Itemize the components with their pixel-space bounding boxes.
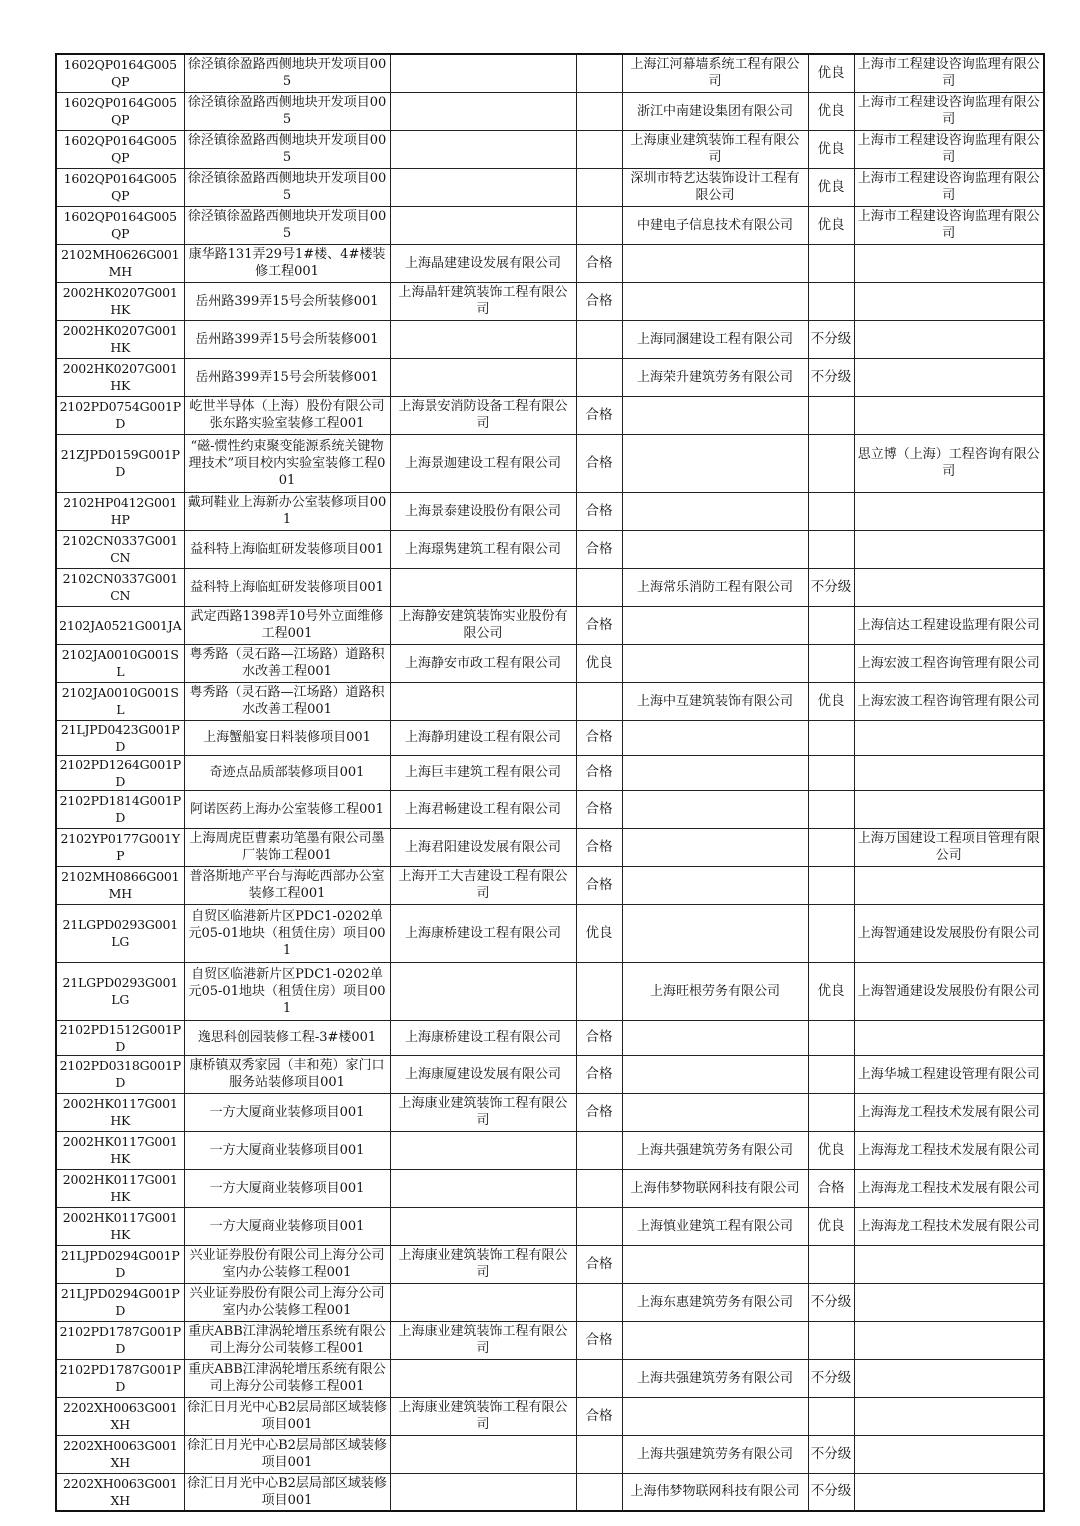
- cell-contractor-grade: [576, 1473, 622, 1511]
- cell-contractor-grade: 合格: [576, 1020, 622, 1055]
- cell-project-name: 康桥镇双秀家园（丰和苑）家门口服务站装修项目001: [184, 1055, 390, 1093]
- cell-project-name: 岳州路399弄15号会所装修001: [184, 358, 390, 396]
- cell-project-code: 2002HK0117G001HK: [56, 1131, 184, 1169]
- table-row: [56, 904, 1044, 962]
- cell-general-contractor: [390, 682, 576, 720]
- cell-supervisor: 上海市工程建设咨询监理有限公司: [854, 54, 1044, 92]
- cell-general-contractor: 上海静玥建设工程有限公司: [390, 720, 576, 755]
- cell-project-name: 重庆ABB江津涡轮增压系统有限公司上海分公司装修工程001: [184, 1359, 390, 1397]
- cell-contractor-grade: 合格: [576, 434, 622, 492]
- cell-general-contractor: [390, 962, 576, 1020]
- cell-project-code: 2002HK0207G001HK: [56, 282, 184, 320]
- cell-project-name: 自贸区临港新片区PDC1-0202单元05-01地块（租赁住房）项目001: [184, 904, 390, 962]
- cell-general-contractor: 上海璟隽建筑工程有限公司: [390, 530, 576, 568]
- cell-subcontractor: [622, 720, 808, 755]
- cell-general-contractor: 上海康业建筑装饰工程有限公司: [390, 1321, 576, 1359]
- cell-contractor-grade: 合格: [576, 244, 622, 282]
- cell-project-code: 21ZJPD0159G001PD: [56, 434, 184, 492]
- cell-supervisor: [854, 568, 1044, 606]
- cell-project-code: 2102CN0337G001CN: [56, 530, 184, 568]
- cell-project-code: 2102HP0412G001HP: [56, 492, 184, 530]
- table-row: [56, 1020, 1044, 1055]
- cell-contractor-grade: 合格: [576, 720, 622, 755]
- cell-contractor-grade: [576, 130, 622, 168]
- cell-project-name: 徐汇日月光中心B2层局部区域装修项目001: [184, 1435, 390, 1473]
- cell-supervisor: 上海海龙工程技术发展有限公司: [854, 1207, 1044, 1245]
- cell-general-contractor: 上海晶轩建筑装饰工程有限公司: [390, 282, 576, 320]
- cell-supervisor: [854, 1359, 1044, 1397]
- cell-subcontractor: 上海旺根劳务有限公司: [622, 962, 808, 1020]
- cell-subcontractor: 上海江河幕墙系统工程有限公司: [622, 54, 808, 92]
- cell-supervisor: [854, 1283, 1044, 1321]
- cell-subcontractor-grade: [808, 790, 854, 828]
- cell-project-name: 一方大厦商业装修项目001: [184, 1131, 390, 1169]
- cell-subcontractor: 上海荣升建筑劳务有限公司: [622, 358, 808, 396]
- cell-subcontractor-grade: 优良: [808, 54, 854, 92]
- cell-project-name: 益科特上海临虹研发装修项目001: [184, 568, 390, 606]
- cell-project-code: 21LGPD0293G001LG: [56, 962, 184, 1020]
- cell-supervisor: [854, 1020, 1044, 1055]
- cell-subcontractor: 上海共强建筑劳务有限公司: [622, 1359, 808, 1397]
- cell-subcontractor: [622, 434, 808, 492]
- cell-subcontractor: [622, 1321, 808, 1359]
- cell-general-contractor: 上海君畅建设工程有限公司: [390, 790, 576, 828]
- cell-contractor-grade: 合格: [576, 530, 622, 568]
- table-body: [56, 54, 1044, 1511]
- cell-general-contractor: [390, 1473, 576, 1511]
- table-row: [56, 1397, 1044, 1435]
- cell-supervisor: 上海宏波工程咨询管理有限公司: [854, 682, 1044, 720]
- cell-subcontractor: [622, 1020, 808, 1055]
- cell-subcontractor: 上海伟梦物联网科技有限公司: [622, 1169, 808, 1207]
- cell-supervisor: [854, 720, 1044, 755]
- table-row: [56, 1321, 1044, 1359]
- cell-supervisor: [854, 396, 1044, 434]
- cell-contractor-grade: 合格: [576, 790, 622, 828]
- cell-subcontractor-grade: 优良: [808, 1131, 854, 1169]
- cell-general-contractor: 上海康业建筑装饰工程有限公司: [390, 1397, 576, 1435]
- cell-supervisor: [854, 320, 1044, 358]
- cell-project-name: 益科特上海临虹研发装修项目001: [184, 530, 390, 568]
- cell-subcontractor-grade: [808, 904, 854, 962]
- cell-project-code: 2102JA0010G001SL: [56, 682, 184, 720]
- cell-project-name: 屹世半导体（上海）股份有限公司张东路实验室装修工程001: [184, 396, 390, 434]
- cell-subcontractor-grade: [808, 434, 854, 492]
- table-row: [56, 755, 1044, 790]
- cell-project-name: 徐泾镇徐盈路西侧地块开发项目005: [184, 206, 390, 244]
- cell-subcontractor-grade: [808, 282, 854, 320]
- cell-supervisor: [854, 1473, 1044, 1511]
- cell-subcontractor-grade: [808, 1321, 854, 1359]
- cell-project-name: 普洛斯地产平台与海屹西部办公室装修工程001: [184, 866, 390, 904]
- cell-general-contractor: 上海开工大吉建设工程有限公司: [390, 866, 576, 904]
- table-row: [56, 54, 1044, 92]
- cell-subcontractor-grade: [808, 1093, 854, 1131]
- cell-general-contractor: 上海康桥建设工程有限公司: [390, 1020, 576, 1055]
- cell-project-code: 2002HK0207G001HK: [56, 358, 184, 396]
- cell-project-code: 2202XH0063G001XH: [56, 1473, 184, 1511]
- table-row: [56, 790, 1044, 828]
- cell-contractor-grade: 合格: [576, 1321, 622, 1359]
- cell-subcontractor: 上海常乐消防工程有限公司: [622, 568, 808, 606]
- cell-project-code: 2102YP0177G001YP: [56, 828, 184, 866]
- cell-subcontractor: [622, 244, 808, 282]
- cell-contractor-grade: 合格: [576, 1397, 622, 1435]
- cell-supervisor: 上海智通建设发展股份有限公司: [854, 904, 1044, 962]
- cell-subcontractor-grade: 不分级: [808, 568, 854, 606]
- cell-project-code: 1602QP0164G005QP: [56, 92, 184, 130]
- table-row: [56, 168, 1044, 206]
- cell-general-contractor: 上海康业建筑装饰工程有限公司: [390, 1093, 576, 1131]
- cell-project-code: 2102JA0521G001JA: [56, 606, 184, 644]
- cell-project-code: 2102PD0754G001PD: [56, 396, 184, 434]
- table-row: [56, 1207, 1044, 1245]
- cell-contractor-grade: 合格: [576, 1093, 622, 1131]
- cell-subcontractor: [622, 828, 808, 866]
- cell-subcontractor-grade: [808, 828, 854, 866]
- cell-contractor-grade: [576, 568, 622, 606]
- cell-contractor-grade: [576, 54, 622, 92]
- cell-subcontractor: 上海康业建筑装饰工程有限公司: [622, 130, 808, 168]
- cell-project-name: 粤秀路（灵石路—江场路）道路积水改善工程001: [184, 682, 390, 720]
- cell-project-name: 徐泾镇徐盈路西侧地块开发项目005: [184, 168, 390, 206]
- cell-supervisor: 上海市工程建设咨询监理有限公司: [854, 130, 1044, 168]
- cell-contractor-grade: [576, 682, 622, 720]
- cell-project-code: 1602QP0164G005QP: [56, 54, 184, 92]
- cell-contractor-grade: [576, 1169, 622, 1207]
- cell-supervisor: 上海海龙工程技术发展有限公司: [854, 1093, 1044, 1131]
- cell-subcontractor-grade: 优良: [808, 962, 854, 1020]
- cell-project-code: 2202XH0063G001XH: [56, 1435, 184, 1473]
- cell-project-name: 重庆ABB江津涡轮增压系统有限公司上海分公司装修工程001: [184, 1321, 390, 1359]
- table-row: [56, 1169, 1044, 1207]
- cell-supervisor: 上海市工程建设咨询监理有限公司: [854, 92, 1044, 130]
- cell-subcontractor-grade: 优良: [808, 168, 854, 206]
- table-row: [56, 644, 1044, 682]
- cell-subcontractor: 上海同溷建设工程有限公司: [622, 320, 808, 358]
- cell-supervisor: [854, 282, 1044, 320]
- cell-general-contractor: [390, 320, 576, 358]
- cell-project-name: 阿诺医药上海办公室装修工程001: [184, 790, 390, 828]
- cell-project-code: 2102PD1264G001PD: [56, 755, 184, 790]
- cell-supervisor: [854, 530, 1044, 568]
- cell-subcontractor: 上海共强建筑劳务有限公司: [622, 1435, 808, 1473]
- table-row: [56, 396, 1044, 434]
- cell-supervisor: [854, 244, 1044, 282]
- cell-subcontractor: [622, 904, 808, 962]
- cell-supervisor: [854, 866, 1044, 904]
- cell-project-name: 兴业证券股份有限公司上海分公司室内办公装修工程001: [184, 1245, 390, 1283]
- table-row: [56, 828, 1044, 866]
- cell-contractor-grade: 合格: [576, 492, 622, 530]
- cell-project-code: 2102PD1512G001PD: [56, 1020, 184, 1055]
- cell-general-contractor: 上海静安建筑装饰实业股份有限公司: [390, 606, 576, 644]
- cell-subcontractor-grade: 不分级: [808, 1435, 854, 1473]
- table-row: [56, 720, 1044, 755]
- cell-general-contractor: [390, 168, 576, 206]
- cell-general-contractor: [390, 1359, 576, 1397]
- cell-general-contractor: 上海景迦建设工程有限公司: [390, 434, 576, 492]
- cell-general-contractor: 上海康厦建设发展有限公司: [390, 1055, 576, 1093]
- table-row: [56, 530, 1044, 568]
- cell-contractor-grade: [576, 1435, 622, 1473]
- cell-subcontractor: 浙江中南建设集团有限公司: [622, 92, 808, 130]
- cell-project-code: 2002HK0117G001HK: [56, 1093, 184, 1131]
- cell-project-name: “磁-惯性约束聚变能源系统关键物理技术”项目校内实验室装修工程001: [184, 434, 390, 492]
- cell-project-code: 1602QP0164G005QP: [56, 206, 184, 244]
- cell-supervisor: [854, 1245, 1044, 1283]
- cell-subcontractor-grade: 优良: [808, 130, 854, 168]
- cell-project-name: 岳州路399弄15号会所装修001: [184, 282, 390, 320]
- cell-general-contractor: 上海康业建筑装饰工程有限公司: [390, 1245, 576, 1283]
- cell-contractor-grade: [576, 168, 622, 206]
- cell-contractor-grade: 合格: [576, 755, 622, 790]
- table-row: [56, 1359, 1044, 1397]
- table-row: [56, 866, 1044, 904]
- table-row: [56, 1473, 1044, 1511]
- cell-project-code: 2102PD1787G001PD: [56, 1359, 184, 1397]
- cell-general-contractor: [390, 1283, 576, 1321]
- cell-subcontractor: 上海伟梦物联网科技有限公司: [622, 1473, 808, 1511]
- cell-subcontractor: 上海共强建筑劳务有限公司: [622, 1131, 808, 1169]
- cell-project-name: 逸思科创园装修工程-3#楼001: [184, 1020, 390, 1055]
- cell-supervisor: [854, 358, 1044, 396]
- cell-project-name: 徐泾镇徐盈路西侧地块开发项目005: [184, 92, 390, 130]
- cell-general-contractor: [390, 54, 576, 92]
- cell-subcontractor: [622, 606, 808, 644]
- cell-project-code: 2102MH0866G001MH: [56, 866, 184, 904]
- cell-subcontractor-grade: [808, 755, 854, 790]
- table-row: [56, 1435, 1044, 1473]
- cell-subcontractor-grade: [808, 720, 854, 755]
- table-row: [56, 244, 1044, 282]
- cell-subcontractor: 上海中互建筑装饰有限公司: [622, 682, 808, 720]
- cell-subcontractor: [622, 282, 808, 320]
- cell-general-contractor: 上海晶建建设发展有限公司: [390, 244, 576, 282]
- cell-project-name: 一方大厦商业装修项目001: [184, 1207, 390, 1245]
- cell-subcontractor-grade: [808, 644, 854, 682]
- cell-subcontractor: [622, 492, 808, 530]
- cell-subcontractor-grade: [808, 866, 854, 904]
- cell-supervisor: [854, 1321, 1044, 1359]
- cell-subcontractor-grade: 不分级: [808, 358, 854, 396]
- cell-project-code: 21LJPD0294G001PD: [56, 1283, 184, 1321]
- cell-subcontractor-grade: [808, 396, 854, 434]
- cell-general-contractor: 上海静安市政工程有限公司: [390, 644, 576, 682]
- cell-subcontractor: [622, 1055, 808, 1093]
- table-row: [56, 1283, 1044, 1321]
- cell-supervisor: [854, 790, 1044, 828]
- table-row: [56, 606, 1044, 644]
- cell-subcontractor-grade: [808, 244, 854, 282]
- cell-subcontractor-grade: [808, 1245, 854, 1283]
- cell-subcontractor-grade: 合格: [808, 1169, 854, 1207]
- cell-project-code: 2102JA0010G001SL: [56, 644, 184, 682]
- cell-project-name: 康华路131弄29号1#楼、4#楼装修工程001: [184, 244, 390, 282]
- cell-subcontractor: [622, 755, 808, 790]
- cell-supervisor: 上海华城工程建设管理有限公司: [854, 1055, 1044, 1093]
- cell-general-contractor: [390, 1169, 576, 1207]
- cell-project-name: 一方大厦商业装修项目001: [184, 1169, 390, 1207]
- cell-project-name: 戴珂鞋业上海新办公室装修项目001: [184, 492, 390, 530]
- cell-contractor-grade: [576, 1359, 622, 1397]
- cell-subcontractor: [622, 790, 808, 828]
- cell-supervisor: 上海智通建设发展股份有限公司: [854, 962, 1044, 1020]
- table-row: [56, 1093, 1044, 1131]
- cell-supervisor: 上海海龙工程技术发展有限公司: [854, 1169, 1044, 1207]
- cell-project-name: 粤秀路（灵石路—江场路）道路积水改善工程001: [184, 644, 390, 682]
- cell-subcontractor-grade: 不分级: [808, 1359, 854, 1397]
- table-row: [56, 282, 1044, 320]
- cell-general-contractor: [390, 358, 576, 396]
- cell-project-code: 21LJPD0294G001PD: [56, 1245, 184, 1283]
- cell-subcontractor: 中建电子信息技术有限公司: [622, 206, 808, 244]
- cell-subcontractor-grade: [808, 530, 854, 568]
- cell-contractor-grade: 合格: [576, 1245, 622, 1283]
- cell-subcontractor-grade: 优良: [808, 682, 854, 720]
- cell-subcontractor-grade: 不分级: [808, 1473, 854, 1511]
- cell-project-code: 21LJPD0423G001PD: [56, 720, 184, 755]
- cell-supervisor: 思立博（上海）工程咨询有限公司: [854, 434, 1044, 492]
- cell-general-contractor: [390, 1207, 576, 1245]
- cell-project-code: 2002HK0207G001HK: [56, 320, 184, 358]
- cell-project-code: 21LGPD0293G001LG: [56, 904, 184, 962]
- cell-project-name: 一方大厦商业装修项目001: [184, 1093, 390, 1131]
- cell-project-code: 2202XH0063G001XH: [56, 1397, 184, 1435]
- cell-supervisor: 上海宏波工程咨询管理有限公司: [854, 644, 1044, 682]
- cell-project-name: 自贸区临港新片区PDC1-0202单元05-01地块（租赁住房）项目001: [184, 962, 390, 1020]
- cell-subcontractor: 上海慎业建筑工程有限公司: [622, 1207, 808, 1245]
- cell-supervisor: 上海海龙工程技术发展有限公司: [854, 1131, 1044, 1169]
- cell-contractor-grade: [576, 1207, 622, 1245]
- cell-project-code: 2102PD0318G001PD: [56, 1055, 184, 1093]
- cell-general-contractor: 上海君阳建设发展有限公司: [390, 828, 576, 866]
- cell-project-name: 岳州路399弄15号会所装修001: [184, 320, 390, 358]
- cell-supervisor: 上海信达工程建设监理有限公司: [854, 606, 1044, 644]
- cell-subcontractor-grade: 不分级: [808, 320, 854, 358]
- cell-supervisor: [854, 1435, 1044, 1473]
- cell-subcontractor: 深圳市特艺达装饰设计工程有限公司: [622, 168, 808, 206]
- cell-subcontractor: [622, 396, 808, 434]
- cell-project-name: 兴业证券股份有限公司上海分公司室内办公装修工程001: [184, 1283, 390, 1321]
- cell-subcontractor-grade: [808, 1020, 854, 1055]
- cell-subcontractor-grade: 不分级: [808, 1283, 854, 1321]
- cell-subcontractor: [622, 1245, 808, 1283]
- cell-supervisor: [854, 755, 1044, 790]
- cell-project-name: 徐汇日月光中心B2层局部区域装修项目001: [184, 1473, 390, 1511]
- cell-project-name: 徐泾镇徐盈路西侧地块开发项目005: [184, 54, 390, 92]
- cell-project-code: 2002HK0117G001HK: [56, 1169, 184, 1207]
- cell-subcontractor-grade: [808, 1055, 854, 1093]
- cell-subcontractor-grade: 优良: [808, 206, 854, 244]
- cell-project-code: 2102PD1787G001PD: [56, 1321, 184, 1359]
- cell-project-code: 2002HK0117G001HK: [56, 1207, 184, 1245]
- cell-general-contractor: [390, 92, 576, 130]
- cell-contractor-grade: 合格: [576, 828, 622, 866]
- cell-subcontractor: [622, 530, 808, 568]
- cell-contractor-grade: 优良: [576, 644, 622, 682]
- cell-project-name: 上海蟹船宴日料装修项目001: [184, 720, 390, 755]
- cell-general-contractor: [390, 130, 576, 168]
- cell-general-contractor: 上海景泰建设股份有限公司: [390, 492, 576, 530]
- cell-general-contractor: [390, 206, 576, 244]
- cell-supervisor: [854, 492, 1044, 530]
- cell-project-name: 奇迹点品质部装修项目001: [184, 755, 390, 790]
- cell-supervisor: 上海市工程建设咨询监理有限公司: [854, 206, 1044, 244]
- table-row: [56, 1245, 1044, 1283]
- cell-contractor-grade: [576, 320, 622, 358]
- cell-general-contractor: 上海景安消防设备工程有限公司: [390, 396, 576, 434]
- cell-subcontractor-grade: 优良: [808, 1207, 854, 1245]
- cell-subcontractor: 上海东惠建筑劳务有限公司: [622, 1283, 808, 1321]
- cell-general-contractor: 上海康桥建设工程有限公司: [390, 904, 576, 962]
- cell-supervisor: [854, 1397, 1044, 1435]
- cell-contractor-grade: [576, 206, 622, 244]
- cell-contractor-grade: 合格: [576, 866, 622, 904]
- cell-project-name: 徐汇日月光中心B2层局部区域装修项目001: [184, 1397, 390, 1435]
- cell-subcontractor: [622, 1397, 808, 1435]
- cell-contractor-grade: 合格: [576, 1055, 622, 1093]
- table-row: [56, 1131, 1044, 1169]
- project-table: [55, 53, 1045, 1512]
- cell-general-contractor: [390, 1131, 576, 1169]
- table-row: [56, 320, 1044, 358]
- cell-project-code: 2102CN0337G001CN: [56, 568, 184, 606]
- cell-contractor-grade: 合格: [576, 606, 622, 644]
- table-row: [56, 682, 1044, 720]
- table-row: [56, 358, 1044, 396]
- cell-general-contractor: 上海巨丰建筑工程有限公司: [390, 755, 576, 790]
- table-row: [56, 434, 1044, 492]
- cell-project-name: 上海周虎臣曹素功笔墨有限公司墨厂装饰工程001: [184, 828, 390, 866]
- cell-supervisor: 上海万国建设工程项目管理有限公司: [854, 828, 1044, 866]
- cell-contractor-grade: 合格: [576, 282, 622, 320]
- cell-general-contractor: [390, 1435, 576, 1473]
- cell-project-name: 武定西路1398弄10号外立面维修工程001: [184, 606, 390, 644]
- cell-subcontractor: [622, 644, 808, 682]
- cell-contractor-grade: 合格: [576, 396, 622, 434]
- cell-subcontractor-grade: [808, 606, 854, 644]
- cell-project-code: 2102PD1814G001PD: [56, 790, 184, 828]
- table-row: [56, 962, 1044, 1020]
- cell-project-code: 1602QP0164G005QP: [56, 168, 184, 206]
- table-row: [56, 130, 1044, 168]
- table-row: [56, 1055, 1044, 1093]
- cell-contractor-grade: [576, 358, 622, 396]
- cell-contractor-grade: [576, 962, 622, 1020]
- table-row: [56, 568, 1044, 606]
- table-row: [56, 206, 1044, 244]
- cell-subcontractor-grade: [808, 492, 854, 530]
- cell-supervisor: 上海市工程建设咨询监理有限公司: [854, 168, 1044, 206]
- cell-contractor-grade: [576, 1283, 622, 1321]
- cell-subcontractor: [622, 866, 808, 904]
- table-row: [56, 92, 1044, 130]
- cell-subcontractor-grade: [808, 1397, 854, 1435]
- cell-contractor-grade: [576, 92, 622, 130]
- cell-general-contractor: [390, 568, 576, 606]
- cell-project-code: 1602QP0164G005QP: [56, 130, 184, 168]
- table-row: [56, 492, 1044, 530]
- cell-project-name: 徐泾镇徐盈路西侧地块开发项目005: [184, 130, 390, 168]
- cell-project-code: 2102MH0626G001MH: [56, 244, 184, 282]
- cell-subcontractor-grade: 优良: [808, 92, 854, 130]
- cell-contractor-grade: [576, 1131, 622, 1169]
- cell-contractor-grade: 优良: [576, 904, 622, 962]
- cell-subcontractor: [622, 1093, 808, 1131]
